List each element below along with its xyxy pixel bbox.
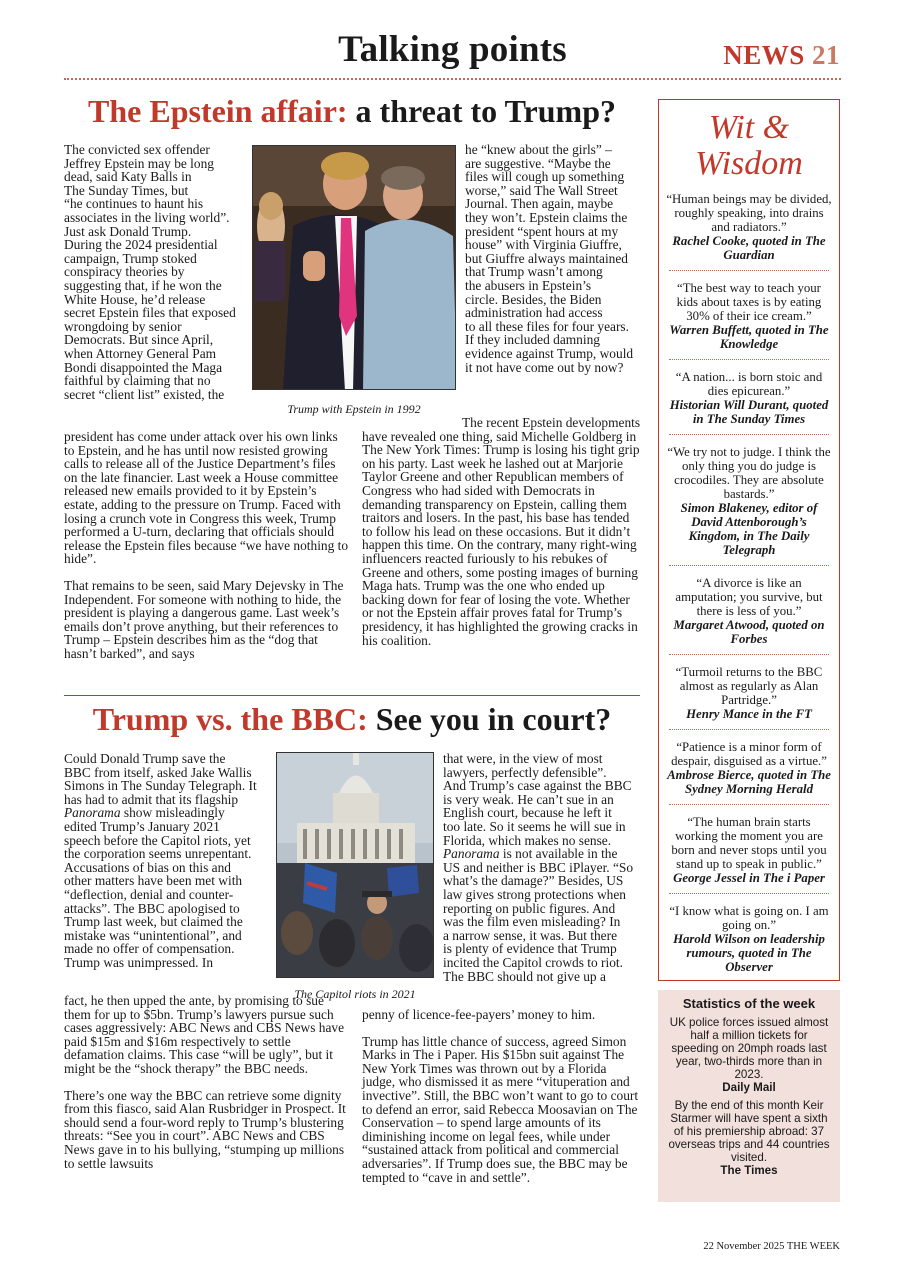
text-line: they won’t. Epstein claims the: [465, 209, 628, 225]
page-title: Talking points: [338, 29, 567, 70]
wit-and-wisdom-box: [658, 99, 840, 981]
article-2-col2-text: penny of licence-fee-payers’ money to him. Trump has little chance of success, agreed Simon Marks in The i Paper. His $15bn suit against The New York Times was thrown out by a Florida judge, who dismissed it as mere “vituperation and invective”. Still, the BBC won’t want to go to court to defend an error, said Rebecca Moosavian on The Conservation – to spend large amounts of its diminishing income on legal fees, while under “sustained attack from political and commercial adversaries”. If Trump does sue, the BBC may be tempted to “cave in and settle”.: [362, 1007, 639, 1185]
quote-text: “Human beings may be divided, roughly speaking, into drains and radiators.”: [666, 192, 832, 234]
text-line: secret “client list” existed, the: [64, 386, 225, 402]
text-line: Just ask Donald Trump.: [64, 223, 192, 239]
text-line: BBC from itself, asked Jake Wallis: [64, 764, 252, 780]
quote-item: [659, 192, 839, 262]
quote-divider: [669, 729, 829, 730]
article-2-col1: [64, 752, 274, 970]
quote-item: [659, 281, 839, 351]
text-line: faithful by claiming that no: [64, 373, 211, 389]
text-line: Trump was unimpressed. In: [64, 954, 214, 970]
quote-divider: [669, 359, 829, 360]
text-line: secret Epstein files that exposed: [64, 305, 236, 321]
text-line: Journal. Then again, maybe: [465, 196, 614, 212]
quote-text: “The best way to teach your kids about taxes is by eating 30% of their ice cream.”: [676, 281, 822, 323]
quote-source: Rachel Cooke, quoted in The Guardian: [672, 234, 826, 262]
text-line: the abusers in Epstein’s: [465, 277, 592, 293]
wit-and-wisdom-title: Wit & Wisdom: [695, 109, 803, 182]
quote-item: [659, 815, 839, 885]
text-line: when Attorney General Pam: [64, 345, 217, 361]
quote-source: Simon Blakeney, editor of David Attenborough’s Kingdom, in The Daily Telegraph: [680, 501, 818, 557]
text-line: reporting on public figures. And: [443, 900, 616, 916]
text-line: are suggestive. “Maybe the: [465, 155, 611, 171]
text-line: law gives strong protections when: [443, 886, 626, 902]
text-line: dead, said Katy Balls in: [64, 169, 192, 185]
article-2-photo-caption: The Capitol riots in 2021: [294, 987, 416, 1001]
text-line: administration had access: [465, 305, 603, 321]
text-line: to all these files for four years.: [465, 318, 629, 334]
quote-text: “A nation... is born stoic and dies epicurean.”: [675, 370, 823, 398]
text-line: worse,” said The Wall Street: [465, 182, 618, 198]
text-line: Democrats. But since April,: [64, 332, 214, 348]
article-2-col3: [443, 752, 643, 983]
article-1-wide-text: president has come under attack over his own links to Epstein, and he has until now resisted growing calls to release all of the Justice Department’s files on the late financier. Last week a House committee released new emails provided to it by Epstein’s estate, adding to the pressure on Trump. Faced with losing a crunch vote in Congress this week, Trump performed a U-turn, declaring that officials should release the Epstein files because “we have nothing to hide”. That remains to be seen, said Mary Dejevsky in The Independent. For someone with nothing to hide, the president is playing a dangerous game. Last week’s emails don’t prove anything, but their references to Trump – Epstein describes him as the “dog that hasn’t barked”, and says: [64, 429, 349, 661]
text-line: is very weak. He can’t sue in an: [443, 791, 614, 807]
text-line: made no offer of compensation.: [64, 941, 235, 957]
quote-divider: [669, 565, 829, 566]
article-1-headline: The Epstein affair: a threat to Trump?: [88, 93, 616, 129]
statistic-source: The Times: [720, 1164, 778, 1177]
text-line: president “spent hours at my: [465, 223, 619, 239]
article-1-photo: [252, 145, 456, 390]
section-label: NEWS 21: [723, 40, 840, 70]
text-line: mistake was “unintentional”, and: [64, 927, 242, 943]
quote-divider: [669, 654, 829, 655]
text-line: but Giuffre always maintained: [465, 250, 628, 266]
quote-source: Margaret Atwood, quoted on Forbes: [673, 618, 825, 646]
text-line: circle. Besides, the Biden: [465, 291, 602, 307]
text-line: incited the Capitol crowds to riot.: [443, 954, 623, 970]
quote-text: “I know what is going on. I am going on.”: [669, 904, 829, 932]
quote-text: “Patience is a minor form of despair, disguised as a virtue.”: [671, 740, 827, 768]
quote-item: [659, 740, 839, 796]
text-line: files will cough up something: [465, 169, 625, 185]
quote-source: Harold Wilson on leadership rumours, quoted in The Observer: [673, 932, 825, 974]
text-line: The BBC should not give up a: [443, 968, 606, 984]
text-line: Panorama show misleadingly: [64, 805, 225, 821]
quote-divider: [669, 270, 829, 271]
text-line: English court, because he left it: [443, 805, 612, 821]
article-1-col1: [64, 143, 249, 401]
quote-item: [659, 904, 839, 974]
text-line: Accusations of bias on this and: [64, 859, 231, 875]
text-line: associates in the living world”.: [64, 209, 230, 225]
text-line: attacks”. The BBC apologised to: [64, 900, 240, 916]
text-line: Florida, which makes no sense.: [443, 832, 612, 848]
text-line: The convicted sex offender: [64, 142, 210, 157]
article-divider: [64, 695, 640, 696]
quote-divider: [669, 434, 829, 435]
text-line: campaign, Trump stoked: [64, 250, 197, 266]
quote-item: [659, 370, 839, 426]
text-line: conspiracy theories by: [64, 264, 185, 280]
text-line: wrongdoing by senior: [64, 318, 182, 334]
text-line: White House, he’d release: [64, 291, 206, 307]
text-line: The Sunday Times, but: [64, 182, 189, 198]
article-2-wide-text: fact, he then upped the ante, by promising to sue them for up to $5bn. Trump’s lawyers pursue such cases aggressively: ABC News and CBS News have paid $15m and $16m respectively to settle defamation claims. This case “will be ugly”, but it might be the “shock therapy” the BBC needs. There’s one way the BBC can retrieve some dignity from this fiasco, said Alan Rusbridger in Prospect. It should send a four-word reply to Trump’s blustering threats: “See you in court”. ABC News and CBS News gave in to his bullying, “stumping up millions to settle lawsuits: [64, 993, 346, 1171]
quote-text: “We try not to judge. I think the only thing you do judge is crocodiles. They are absolute bastards.”: [667, 445, 831, 501]
quote-divider: [669, 804, 829, 805]
text-line: is plenty of evidence that Trump: [443, 941, 617, 957]
text-line: he “knew about the girls” –: [465, 142, 612, 157]
text-line: too late. So it seems he will sue in: [443, 818, 626, 834]
article-2-headline: Trump vs. the BBC: See you in court?: [92, 701, 612, 737]
quote-source: Ambrose Bierce, quoted in The Sydney Morning Herald: [667, 768, 831, 796]
text-line: Trump last week, but claimed the: [64, 914, 243, 930]
article-1-col2-para: The recent Epstein developments have revealed one thing, said Michelle Goldberg in The New York Times: Trump is losing his tight grip on his party. Last week he lashed out at Marjorie Taylor Greene and other Republican members of Congress who had sided with Democrats in demanding transparency on Epstein, calling them traitors and losers. In the past, his base has tended to follow his lead on these occasions. But it didn’t happen this time. On the contrary, many right-wing influencers reacted furiously to his rebukes of Greene and others, some posting images of burning Maga hats. Trump was the one who ended up backing down for fear of losing the vote. Whether or not the Epstein affair proves fatal for Trump’s presidency, it has highlighted the growing cracks in his coalition.: [362, 415, 641, 648]
quote-item: [659, 445, 839, 557]
statistics-box: [658, 990, 840, 1202]
text-line: was the film even misleading? In: [443, 914, 621, 930]
text-line: Panorama is not available in the: [443, 846, 618, 862]
text-line: And Trump’s case against the BBC: [443, 778, 632, 794]
text-line: If they included damning: [465, 332, 600, 348]
text-line: Jeffrey Epstein may be long: [64, 155, 214, 171]
page-number: 21: [812, 40, 840, 70]
article-1-col3: [465, 143, 645, 374]
quote-source: Henry Mance in the FT: [686, 707, 812, 721]
article-2-photo: [276, 752, 434, 978]
text-line: house” with Virginia Giuffre,: [465, 237, 622, 253]
quote-item: [659, 665, 839, 721]
text-line: “deflection, denial and counter-: [64, 886, 234, 902]
statistic-item: [658, 1016, 840, 1094]
quote-source: Warren Buffett, quoted in The Knowledge: [669, 323, 829, 351]
statistic-text: UK police forces issued almost half a million tickets for speeding on 20mph roads last year, two-thirds more than in 2023.: [669, 1016, 829, 1081]
footer-dateline: 22 November 2025 THE WEEK: [703, 1241, 840, 1252]
text-line: it not have come out by now?: [465, 359, 624, 375]
quote-text: “The human brain starts working the moment you are born and never stops until you stand up to speak in public.”: [671, 815, 827, 871]
text-line: what’s the damage?” Besides, US: [443, 873, 624, 889]
text-line: During the 2024 presidential: [64, 237, 218, 253]
text-line: Bondi disappointed the Maga: [64, 359, 223, 375]
quote-item: [659, 576, 839, 646]
quote-source: George Jessel in The i Paper: [673, 871, 825, 885]
statistics-title: Statistics of the week: [682, 996, 816, 1011]
text-line: Simons in The Sunday Telegraph. It: [64, 778, 257, 794]
text-line: lawyers, perfectly defensible”.: [443, 764, 607, 780]
quote-source: Historian Will Durant, quoted in The Sunday Times: [669, 398, 829, 426]
text-line: edited Trump’s January 2021: [64, 818, 220, 834]
text-line: evidence against Trump, would: [465, 345, 634, 361]
statistic-text: By the end of this month Keir Starmer will have spent a sixth of his premiership abroad: 37 overseas trips and 44 countries visited.: [668, 1099, 830, 1164]
statistic-item: [658, 1099, 840, 1177]
header-divider: [64, 78, 841, 80]
text-line: the corporation seems unrepentant.: [64, 846, 252, 862]
text-line: Could Donald Trump save the: [64, 751, 226, 766]
quote-text: “A divorce is like an amputation; you survive, but there is less of you.”: [675, 576, 823, 618]
quote-text: “Turmoil returns to the BBC almost as regularly as Alan Partridge.”: [675, 665, 823, 707]
quote-divider: [669, 893, 829, 894]
text-line: suggesting that, if he won the: [64, 277, 222, 293]
text-line: that Trump wasn’t among: [465, 264, 603, 280]
text-line: US and neither is BBC iPlayer. “So: [443, 859, 634, 875]
text-line: other matters have been met with: [64, 873, 243, 889]
text-line: that were, in the view of most: [443, 751, 603, 766]
statistic-source: Daily Mail: [722, 1081, 776, 1094]
text-line: has had to admit that its flagship: [64, 791, 239, 807]
article-1-photo-caption: Trump with Epstein in 1992: [287, 402, 421, 416]
text-line: a narrow sense, it was. But there: [443, 927, 618, 943]
text-line: speech before the Capitol riots, yet: [64, 832, 251, 848]
text-line: “he continues to haunt his: [64, 196, 204, 212]
